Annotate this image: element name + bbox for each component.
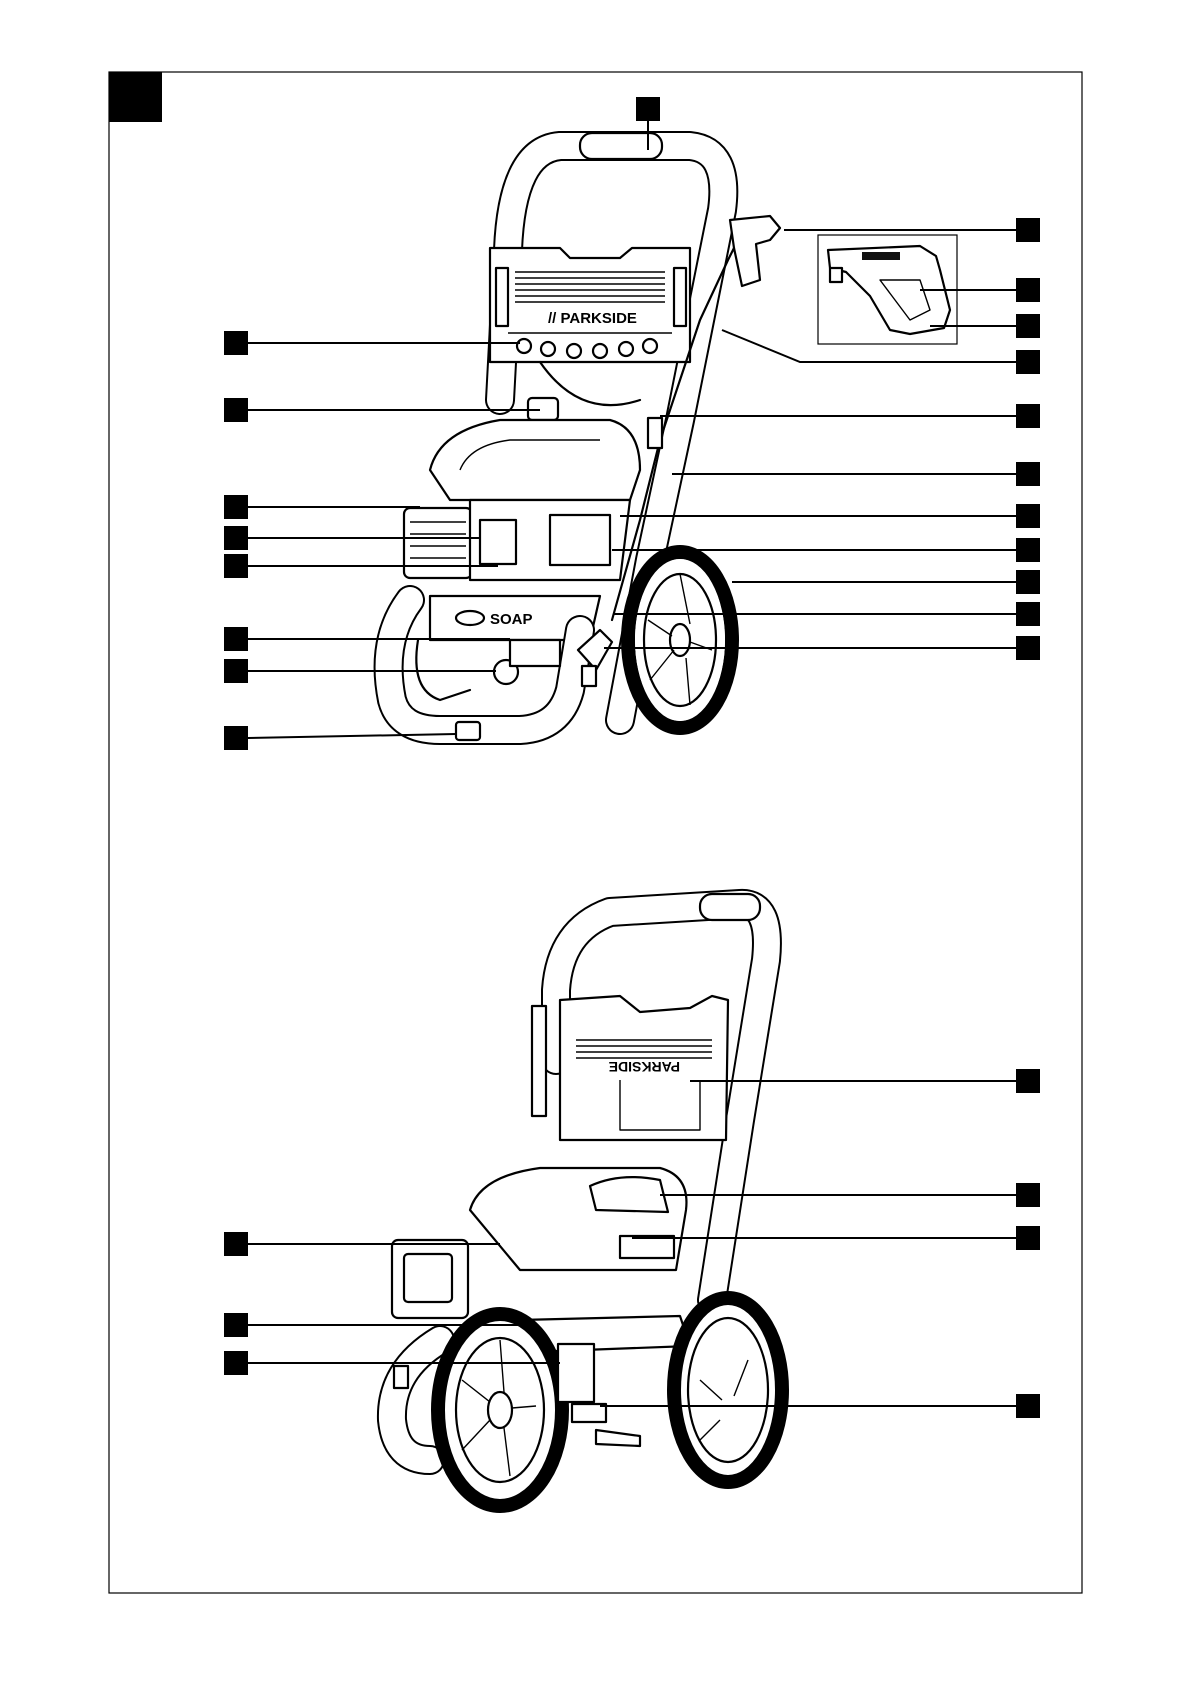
badge-left-7 [224,659,248,683]
badge-left-1 [224,331,248,355]
rear-panel-side [532,1006,546,1116]
carburetor [480,520,516,564]
badge-left-10 [224,1313,248,1337]
wheel-right [628,552,732,728]
handle-grip [580,133,662,159]
pump-body [510,640,560,666]
badge-left-9 [224,1232,248,1256]
brand-logo-text: // PARKSIDE [548,310,637,327]
hose-nozzle [582,666,596,686]
panel-side-left [496,268,508,326]
gun-inlet-detail [830,268,842,282]
badge-right-11 [1016,636,1040,660]
air-filter-housing [404,508,472,578]
badge-right-16 [1016,1394,1040,1418]
badge-right-2 [1016,278,1040,302]
gun-label-plate [862,252,900,260]
muffler [550,515,610,565]
soap-label: SOAP [490,611,533,628]
badge-left-3 [224,495,248,519]
rear-quick-coupling [596,1430,640,1446]
badge-right-8 [1016,538,1040,562]
figure-tab-badge [109,72,162,122]
badge-right-10 [1016,602,1040,626]
rear-pump [558,1344,594,1402]
badge-left-6 [224,627,248,651]
lance-holder [648,418,662,448]
rear-wheel-right [674,1298,782,1482]
rear-wheel-left [438,1314,562,1506]
rear-side-box-inner [404,1254,452,1302]
badge-right-7 [1016,504,1040,528]
badge-left-8 [224,726,248,750]
badge-left-5 [224,554,248,578]
rear-frame-foot [394,1366,408,1388]
badge-right-6 [1016,462,1040,486]
badge-right-15 [1016,1226,1040,1250]
badge-right-9 [1016,570,1040,594]
rear-brand-text: PARKSIDE [608,1059,680,1075]
badge-top-center [636,97,660,121]
rear-handle-grip [700,894,760,920]
badge-left-11 [224,1351,248,1375]
frame-foot [456,722,480,740]
badge-right-4 [1016,350,1040,374]
badge-right-1 [1016,218,1040,242]
badge-left-4 [224,526,248,550]
rear-engine-cap [590,1177,668,1212]
soap-inlet [456,611,484,625]
badge-right-13 [1016,1069,1040,1093]
badge-left-2 [224,398,248,422]
rear-view-illustration [392,894,782,1506]
engine-shroud [430,420,640,500]
badge-right-14 [1016,1183,1040,1207]
badge-right-3 [1016,314,1040,338]
panel-side-right [674,268,686,326]
rear-oil-cover [620,1236,674,1258]
badge-right-5 [1016,404,1040,428]
spray-gun [730,216,780,286]
